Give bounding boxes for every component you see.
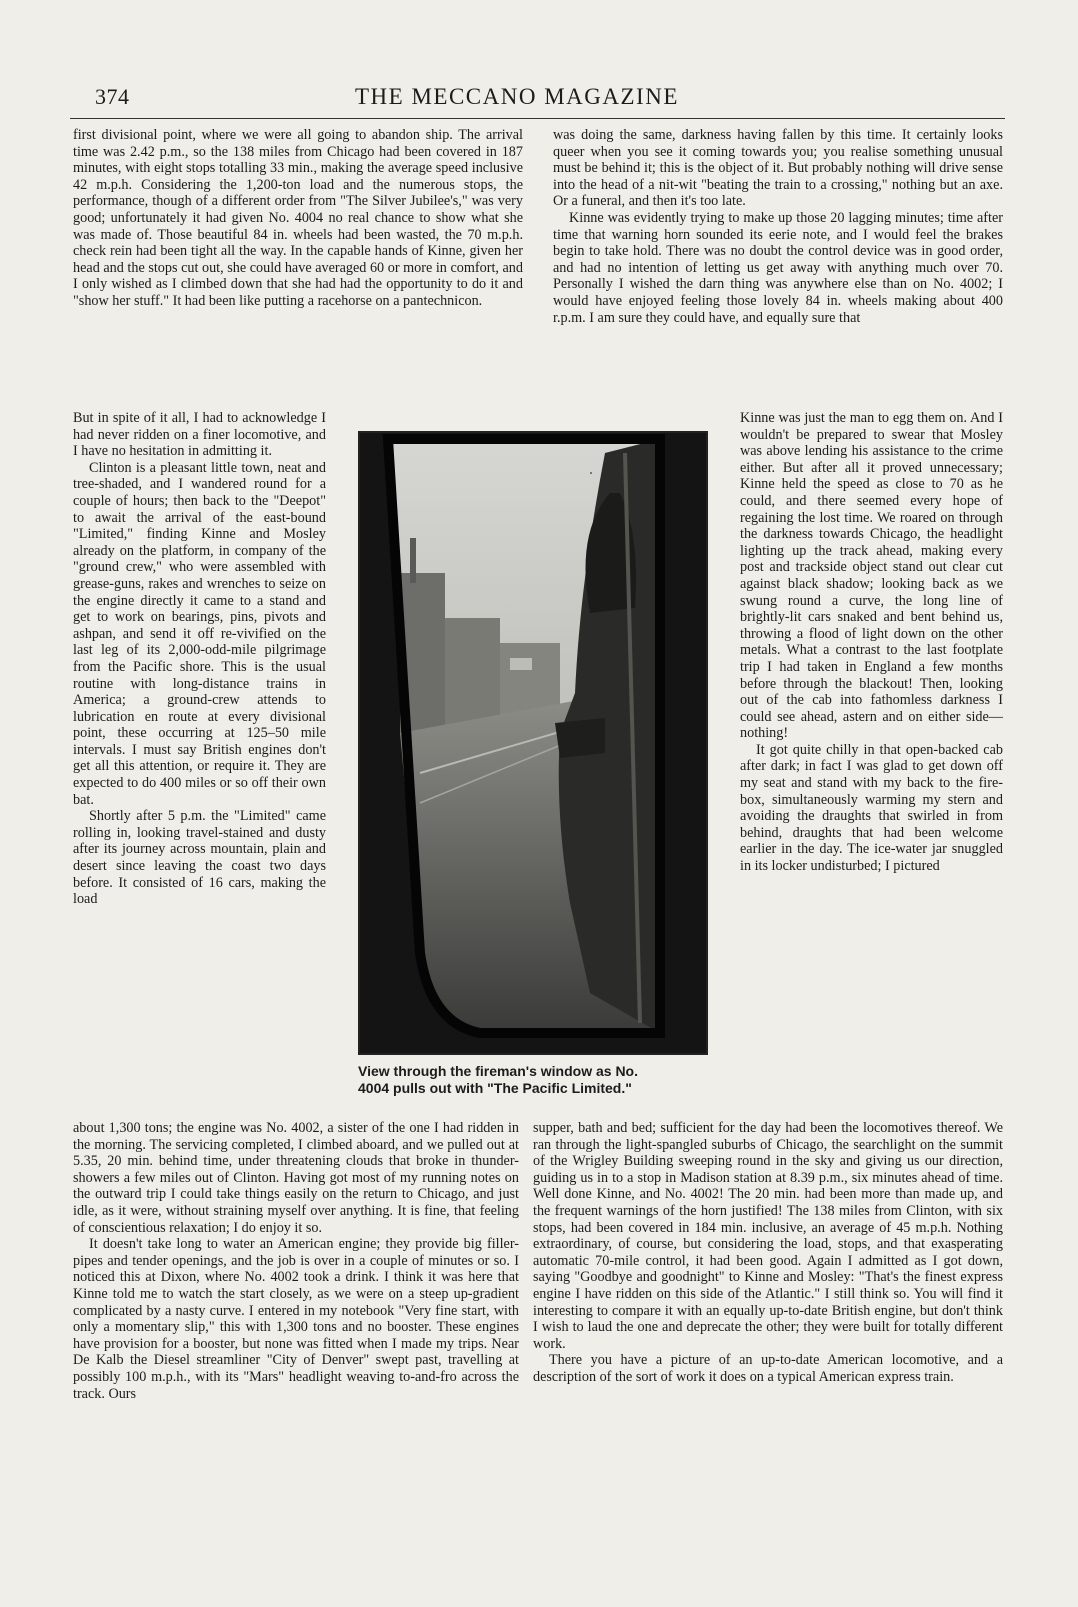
paragraph: But in spite of it all, I had to acknowledge I had never ridden on a finer locomotive, and I have no hesitation in admitting it. — [73, 410, 326, 460]
header-rule — [70, 118, 1005, 119]
page-header — [95, 84, 1005, 114]
page-number: 374 — [95, 84, 130, 109]
magazine-title: THE MECCANO MAGAZINE — [355, 84, 679, 109]
paragraph: Clinton is a pleasant little town, neat and tree-shaded, and I wandered round for a couple of hours; then back to the "Deepot" to await the arrival of the east-bound "Limited," finding Kinne and Mosley already on the platform, in company of the "ground crew," who were assembled with grease-guns, rakes and wrenches to seize on the engine directly it came to a stand and get to work on bearings, pins, pivots and ashpan, and send it off re-vivified on the last leg of its 2,000-odd-mile pilgrimage from the Pacific shore. This is the usual routine with long-distance trains in America; a ground-crew attends to lubrication en route at every divisional point, these occurring at 125–50 mile intervals. I must say British engines don't get all this attention, or require it. They are expected to do 400 miles or so off their own bat. — [73, 459, 326, 808]
paragraph: It got quite chilly in that open-backed cab after dark; in fact I was glad to get down off my seat and stand with my back to the fire-box, simultaneously warming my stern and avoiding the draughts that swirled in from behind, draughts that had been welcome earlier in the day. The ice-water jar snuggled in its locker undisturbed; I pictured — [740, 741, 1003, 875]
caption-line: 4004 pulls out with "The Pacific Limited." — [358, 1080, 632, 1096]
paragraph: was doing the same, darkness having fallen by this time. It certainly looks queer when you see it coming towards you; you realise something unusual must be behind it; this is the object of it. But probably nothing will drive sense into the head of a nit-wit "beating the train to a crossing," nothing but an axe. Or a funeral, and then it's too late. — [553, 127, 1003, 210]
paragraph: first divisional point, where we were all going to abandon ship. The arrival time was 2.42 p.m., so the 138 miles from Chicago had been covered in 187 minutes, with eight stops totalling 33 min., making the average speed inclusive 42 m.p.h. Considering the 1,200-ton load and the numerous stops, the performance, though of a different order from "The Silver Jubilee's," was very good; unfortunately it had given No. 4004 no real chance to show what she was made of. Those beautiful 84 in. wheels had been wasted, the 70 m.p.h. check rein had been tight all the way. In the capable hands of Kinne, given her head and the stops cut out, she could have averaged 60 or more in comfort, and I only wished as I climbed down that she had had the opportunity to do it and "show her stuff." It had been like putting a racehorse on a pantechnicon. — [73, 127, 523, 309]
locomotive-window-photo — [360, 433, 706, 1053]
left-column-bottom — [73, 1120, 519, 1402]
paragraph: Shortly after 5 p.m. the "Limited" came rolling in, looking travel-stained and dusty after its journey across mountain, plain and desert since leaving the coast two days before. It consisted of 16 cars, making the load — [73, 808, 326, 908]
paragraph: Kinne was evidently trying to make up those 20 lagging minutes; time after time that warning horn sounded its eerie note, and I would feel the brakes begin to take hold. There was no doubt the control device was in good order, and had no intention of letting us get away with anything much over 70. Personally I wished the darn thing was anywhere else than on No. 4002; I would have enjoyed feeling those lovely 84 in. wheels making about 400 r.p.m. I am sure they could have, and equally sure that — [553, 209, 1003, 326]
right-column-top — [553, 127, 1003, 326]
paragraph: There you have a picture of an up-to-date American locomotive, and a description of the sort of work it does on a typical American express train. — [533, 1352, 1003, 1385]
paragraph: about 1,300 tons; the engine was No. 4002, a sister of the one I had ridden in the morning. The servicing completed, I climbed aboard, and we pulled out at 5.35, 20 min. behind time, under threatening clouds that broke in thunder-showers a few miles out of Clinton. Having got most of my running notes on the outward trip I could take things easily on the return to Chicago, and just idle, as it were, without straining myself over anything. It is fine, that feeling of conscientious relaxation; I do enjoy it so. — [73, 1120, 519, 1236]
photo-caption — [358, 1063, 718, 1097]
photograph — [358, 431, 708, 1055]
left-column-wrap — [73, 410, 326, 908]
paragraph: It doesn't take long to water an American engine; they provide big filler-pipes and tender openings, and the job is over in a couple of minutes or so. I noticed this at Dixon, where No. 4002 took a drink. I think it was here that Kinne told me to watch the start closely, as we were on a steep up-gradient complicated by a nasty curve. I entered in my notebook "Very fine start, with only a momentary slip," this with 1,300 tons and no booster. These engines have provision for a booster, but none was fitted when I made my trips. Near De Kalb the Diesel streamliner "City of Denver" swept past, travelling at possibly 100 m.p.h., with its "Mars" headlight weaving to-and-fro across the track. Ours — [73, 1236, 519, 1402]
paragraph: Kinne was just the man to egg them on. And I wouldn't be prepared to swear that Mosley was above lending his assistance to the crime either. But after all it proved unnecessary; Kinne held the speed as close to 70 as he could, and there seemed every hope of regaining the lost time. We roared on through the darkness towards Chicago, the headlight lighting up the track ahead, making every post and trackside object stand out clear cut against black shadow; looking back as we swung round a curve, the long line of brightly-lit cars snaked and bent behind us, throwing a flood of light down on the other metals. What a contrast to the last footplate trip I had taken in England a few months before through the blackout! Then, looking out of the cab into fathomless darkness I could see ahead, astern and on either side—nothing! — [740, 410, 1003, 742]
paragraph: supper, bath and bed; sufficient for the day had been the locomotives thereof. We ran through the light-spangled suburbs of Chicago, the searchlight on the summit of the Wrigley Building sweeping round in the sky and giving us our direction, guiding us in to a stop in Madison station at 8.39 p.m., six minutes ahead of time. Well done Kinne, and No. 4002! The 20 min. had been more than made up, and the frequent warnings of the horn justified! The 138 miles from Clinton, with six stops, had been covered in 184 min. inclusive, an average of 45 m.p.h. Nothing extraordinary, of course, but considering the load, stops, and that exasperating automatic 70-mile control, it had been good. Again I admitted as I got down, saying "Goodbye and goodnight" to Kinne and Mosley: "That's the finest express engine I have ridden on this side of the Atlantic." I still think so. You will find it interesting to compare it with an equally up-to-date British engine, but don't think I wish to laud the one and deprecate the other; they were built for totally different work. — [533, 1120, 1003, 1352]
left-column-top — [73, 127, 523, 310]
right-column-bottom — [533, 1120, 1003, 1386]
caption-line: View through the fireman's window as No. — [358, 1063, 638, 1079]
right-column-wrap — [740, 410, 1003, 875]
